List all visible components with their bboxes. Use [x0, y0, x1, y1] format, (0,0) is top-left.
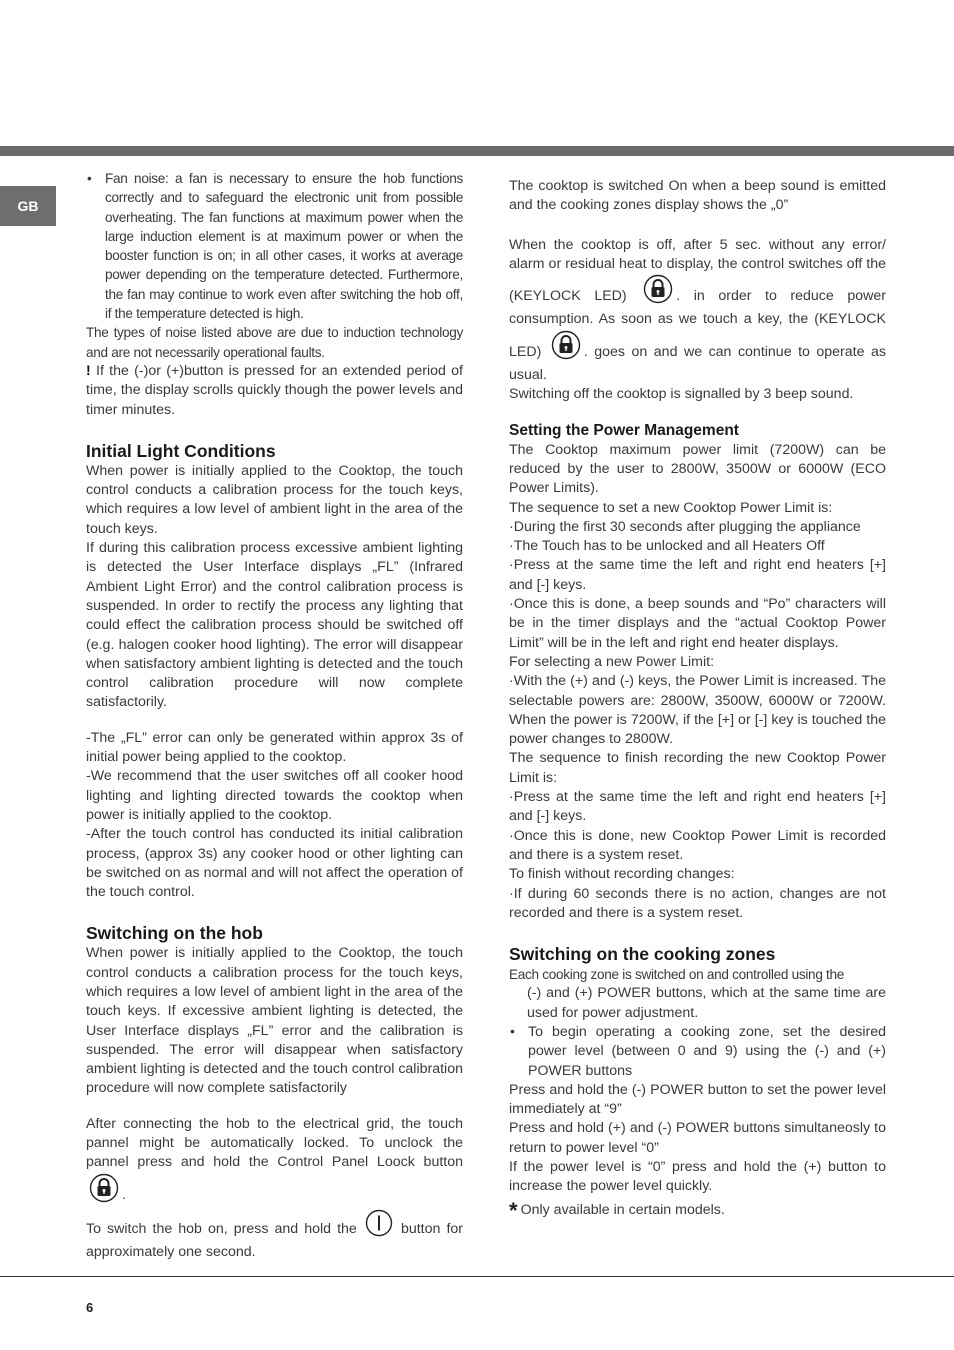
- cooktop-on-paragraph: The cooktop is switched On when a beep sound is emitted and the cooking zones display shows the „0”: [509, 178, 886, 214]
- warning-mark: !: [86, 362, 91, 379]
- page-number: 6: [86, 1300, 94, 1315]
- power-line: The Cooktop maximum power limit (7200W) can be reduced by the user to 2800W, 3500W or 6000W (ECO Power Limits).: [509, 441, 886, 497]
- power-on-instruction-end: button for approximately one second.: [86, 1220, 464, 1261]
- initial-paragraph-2: If during this calibration process excessive ambient lighting is detected the User Interface displays „FL” (Infrared Ambient Light Error) and the control calibration process is suspended. In order to rectify the process any lighting that could effect the calibration process should be switched off (e.g. halogen cooker hood lighting). The error will disappear when satisfactory ambient lighting is detected and the touch control calibration procedure will now complete satisfactorily.: [86, 540, 463, 711]
- power-on-instruction: To switch the hob on, press and hold the: [86, 1220, 357, 1237]
- power-line: ·Press at the same time the left and right end heaters [+] and [-] keys.: [509, 557, 886, 593]
- lock-icon: [88, 1173, 120, 1209]
- unlock-end: .: [122, 1186, 126, 1203]
- switch-paragraph-1: When power is initially applied to the Cooktop, the touch control conducts a calibration process for the touch keys, which requires a low level of ambient light in the area of the touch keys. If excessive ambient lighting is detected, the User Interface displays „FL” error and the calibration is suspended. The error will disappear when satisfactory ambient lighting is detected and the touch control calibration procedure will now complete satisfactorily: [86, 945, 463, 1097]
- language-tab: GB: [0, 186, 56, 226]
- zones-paragraph-3: Press and hold (+) and (-) POWER buttons simultaneosly to return to power level “0”: [509, 1120, 886, 1156]
- zones-paragraph-2: Press and hold the (-) POWER button to set the power level immediately at “9”: [509, 1081, 886, 1118]
- initial-light-title: Initial Light Conditions: [86, 440, 276, 461]
- initial-paragraph-5: -After the touch control has conducted its initial calibration process, (approx 3s) any cooker hood or other lighting can be switched on as normal and will not affect the operation of the touch control.: [86, 826, 463, 901]
- power-line: The sequence to set a new Cooktop Power Limit is:: [509, 499, 833, 516]
- zones-intro-cont: (-) and (+) POWER buttons, which at the same time are used for power adjustment.: [527, 985, 886, 1021]
- fan-noise-bullet: • Fan noise: a fan is necessary to ensure the hob functions correctly and to safeguard the electronic unit from possible overheating. The fan functions at maximum power when the large induction element is at maximum power or when the booster function is on; in all other cases, it works at average power depending on the temperature detected. Furthermore, the fan may continue to work even after switching the hob off, if the temperature detected is high.: [86, 169, 463, 323]
- initial-paragraph-4: -We recommend that the user switches off all cooker hood lighting and lighting directed towards the cooktop when power is initially applied to the cooktop.: [86, 768, 463, 823]
- switch-off-paragraph: Switching off the cooktop is signalled by 3 beep sound.: [509, 386, 854, 403]
- power-line: ·Once this is done, a beep sounds and “Po” characters will be in the timer displays and the “actual Cooktop Power Limit” will be in the left and right end heater displays.: [509, 596, 886, 651]
- power-line: ·Once this is done, new Cooktop Power Limit is recorded and there is a system reset.: [509, 827, 886, 863]
- power-line: ·If during 60 seconds there is no action, changes are not recorded and there is a system reset.: [509, 885, 886, 921]
- footer-divider: [0, 1276, 954, 1277]
- footnote-text: Only available in certain models.: [520, 1201, 725, 1218]
- keylock-led-icon: [642, 274, 674, 310]
- power-line: The sequence to finish recording the new Cooktop Power Limit is:: [509, 750, 886, 786]
- initial-paragraph-3: -The „FL” error can only be generated within approx 3s of initial power being applied to the cooktop.: [86, 729, 463, 766]
- switching-on-hob-title: Switching on the hob: [86, 923, 263, 944]
- zones-paragraph-4: If the power level is “0” press and hold the (+) button to increase the power level quickly.: [509, 1159, 886, 1195]
- left-column: [86, 169, 463, 1263]
- footnote-mark: *: [509, 1197, 518, 1223]
- footnote: [509, 1197, 886, 1223]
- noise-note: The types of noise listed above are due to induction technology and are not necessarily operational faults.: [86, 325, 463, 360]
- power-icon: [365, 1209, 393, 1243]
- keylock-text-1: When the cooktop is off, after 5 sec. without any error/ alarm or residual heat to display, the control switches off the (KEYLOCK LED): [509, 236, 886, 305]
- power-line: To finish without recording changes:: [509, 866, 735, 883]
- zones-bullet: • To begin operating a cooking zone, set the desired power level (between 0 and 9) using the (-) and (+) POWER buttons: [509, 1023, 886, 1081]
- power-line: For selecting a new Power Limit:: [509, 653, 715, 670]
- switch-paragraph-3: [86, 1209, 463, 1263]
- unlock-instruction: After connecting the hob to the electrical grid, the touch pannel might be automatically locked. To unclock the pannel press and hold the Control Panel Loock button: [86, 1115, 463, 1171]
- power-line: ·The Touch has to be unlocked and all Heaters Off: [509, 538, 825, 555]
- right-column: [509, 177, 886, 1223]
- power-line: ·With the (+) and (-) keys, the Power Limit is increased. The selectable powers are: 2800W, 3500W, 6000W or 7200W. When the power is 7200W, if the [+] or [-] key is touched the power changes to 2800W.: [509, 673, 886, 748]
- keylock-led-icon-2: [550, 330, 582, 366]
- keylock-text-2: . in order to reduce power consumption. As soon as we touch a key, the (KEYLOCK LED): [509, 288, 886, 360]
- switch-paragraph-2: [86, 1115, 463, 1209]
- warning-text: If the (-)or (+)button is pressed for an extended period of time, the display scrolls quickly though the power levels and timer minutes.: [86, 362, 463, 418]
- header-bar: [0, 146, 954, 156]
- power-management-title: Setting the Power Management: [509, 421, 739, 439]
- warning-paragraph: [86, 362, 463, 420]
- keylock-paragraph: [509, 236, 886, 386]
- keylock-text-3: . goes on and we can continue to operate as usual.: [509, 343, 886, 384]
- power-line: ·Press at the same time the left and right end heaters [+] and [-] keys.: [509, 789, 886, 825]
- cooking-zones-title: Switching on the cooking zones: [509, 944, 776, 965]
- initial-paragraph-1: When power is initially applied to the Cooktop, the touch control conducts a calibration process for the touch keys, which requires a low level of ambient light in the area of the touch keys.: [86, 462, 463, 537]
- zones-intro: Each cooking zone is switched on and controlled using the: [509, 967, 845, 983]
- power-line: ·During the first 30 seconds after plugging the appliance: [509, 518, 861, 535]
